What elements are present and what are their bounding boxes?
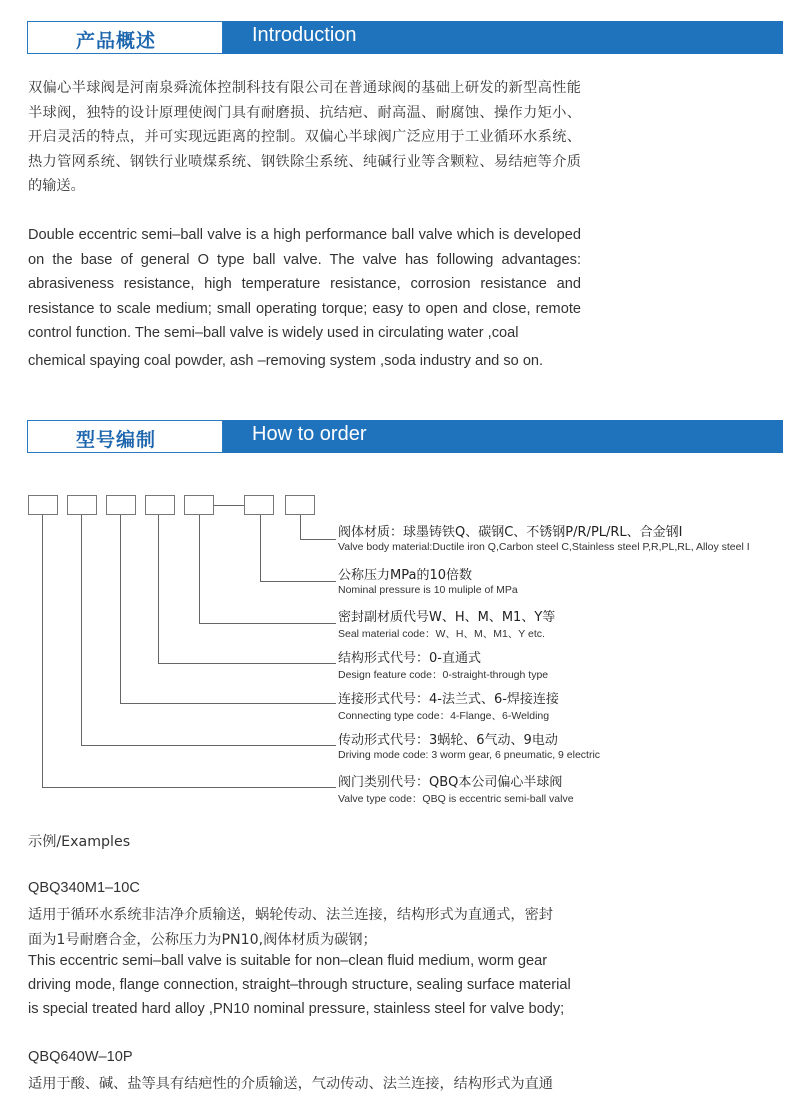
order-header-zh-box: [27, 420, 223, 453]
connector-valve-type-h: [42, 787, 336, 788]
legend-seal-material-en: Seal material code：W、H、M、M1、Y etc.: [338, 628, 545, 640]
example1-zh-line1: 适用于循环水系统非洁净介质输送，蜗轮传动、法兰连接，结构形式为直通式，密封: [28, 907, 553, 923]
connector-seal-material-v: [199, 515, 200, 623]
legend-nominal-pressure-zh: 公称压力MPa的10倍数: [338, 568, 472, 583]
code-box-connecting-type: [106, 495, 136, 515]
connector-driving-mode-h: [81, 745, 336, 746]
connector-body-material-h: [300, 539, 336, 540]
order-title-en: How to order: [252, 423, 367, 445]
example1-en-line1: This eccentric semi–ball valve is suitable for non–clean fluid medium, worm gear: [28, 953, 548, 969]
legend-nominal-pressure-en: Nominal pressure is 10 muliple of MPa: [338, 584, 518, 596]
example1-code: QBQ340M1–10C: [28, 880, 140, 896]
connector-valve-type-v: [42, 515, 43, 787]
legend-body-material-zh: 阀体材质：球墨铸铁Q、碳钢C、不锈钢P/R/PL/RL、合金钢I: [338, 525, 683, 540]
legend-design-feature-zh: 结构形式代号：0-直通式: [338, 651, 481, 666]
intro-header-en-bar: [223, 21, 783, 54]
order-title-zh: 型号编制: [76, 429, 157, 451]
connector-design-feature-v: [158, 515, 159, 663]
connector-body-material-v: [300, 515, 301, 539]
intro-paragraph-en-last: chemical spaying coal powder, ash –removing system ,soda industry and so on.: [28, 353, 544, 369]
connector-driving-mode-v: [81, 515, 82, 745]
order-header: [27, 420, 783, 453]
intro-title-zh: 产品概述: [76, 30, 157, 52]
legend-valve-type-en: Valve type code：QBQ is eccentric semi-ball valve: [338, 793, 574, 805]
code-box-nominal-pressure: [244, 495, 274, 515]
legend-connecting-type-en: Connecting type code：4-Flange、6-Welding: [338, 710, 550, 722]
connector-connecting-type-v: [120, 515, 121, 703]
connector-nominal-pressure-v: [260, 515, 261, 581]
connector-nominal-pressure-h: [260, 581, 336, 582]
code-box-body-material: [285, 495, 315, 515]
legend-connecting-type-zh: 连接形式代号：4-法兰式、6-焊接连接: [338, 692, 559, 707]
examples-heading: 示例/Examples: [28, 834, 131, 850]
order-header-en-bar: [223, 420, 783, 453]
code-box-seal-material: [184, 495, 214, 515]
intro-paragraph-en: Double eccentric semi–ball valve is a high performance ball valve which is developed on the base of general O type ball valve. The valve has following advantages: abrasiveness resistance, high temperature resistance, corrosion resistance and resistance to scale medium; small operating torque; easy to open and close, remote control function. The semi–ball valve is widely used in circulating water ,coal: [28, 227, 581, 341]
code-dash: [214, 505, 244, 506]
code-box-valve-type: [28, 495, 58, 515]
example2-code: QBQ640W–10P: [28, 1049, 133, 1065]
example1-zh-line2: 面为1号耐磨合金，公称压力为PN10,阀体材质为碳钢；: [28, 932, 377, 948]
legend-driving-mode-zh: 传动形式代号：3蜗轮、6气动、9电动: [338, 733, 558, 748]
example1-en-line3: is special treated hard alloy ,PN10 nominal pressure, stainless steel for valve body;: [28, 1001, 565, 1017]
legend-design-feature-en: Design feature code：0-straight-through type: [338, 669, 549, 681]
legend-valve-type-zh: 阀门类别代号：QBQ本公司偏心半球阀: [338, 775, 563, 790]
example2-zh-line1: 适用于酸、碱、盐等具有结疤性的介质输送，气动传动、法兰连接，结构形式为直通: [28, 1076, 553, 1092]
intro-header-zh-box: [27, 21, 223, 54]
example1-en-line2: driving mode, flange connection, straight–through structure, sealing surface material: [28, 977, 571, 993]
intro-header: [27, 21, 783, 54]
intro-paragraph-zh: 双偏心半球阀是河南泉舜流体控制科技有限公司在普通球阀的基础上研发的新型高性能半球阀，独特的设计原理使阀门具有耐磨损、抗结疤、耐高温、耐腐蚀、操作力矩小、开启灵活的特点，并可实现远距离的控制。双偏心半球阀广泛应用于工业循环水系统、热力管网系统、钢铁行业喷煤系统、钢铁除尘系统、纯碱行业等含颗粒、易结疤等介质的输送。: [28, 80, 581, 194]
connector-design-feature-h: [158, 663, 336, 664]
connector-seal-material-h: [199, 623, 336, 624]
intro-title-en: Introduction: [252, 24, 357, 46]
legend-body-material-en: Valve body material:Ductile iron Q,Carbon steel C,Stainless steel P,R,PL,RL, Alloy steel I: [338, 541, 750, 553]
legend-seal-material-zh: 密封副材质代号W、H、M、M1、Y等: [338, 610, 556, 625]
code-box-driving-mode: [67, 495, 97, 515]
code-box-design-feature: [145, 495, 175, 515]
connector-connecting-type-h: [120, 703, 336, 704]
legend-driving-mode-en: Driving mode code: 3 worm gear, 6 pneumatic, 9 electric: [338, 749, 601, 761]
